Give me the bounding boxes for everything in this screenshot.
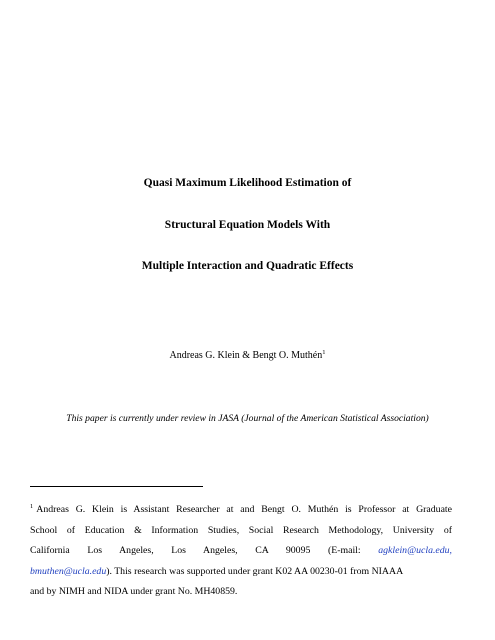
footnote-line-1: $^1$ Andreas G. Klein is Assistant Researcher at and Bengt O. Muthén is Professor at Graduate — [30, 503, 452, 515]
email-link-klein[interactable]: agklein@ucla.edu, — [378, 545, 453, 556]
email-link-muthen[interactable]: bmuthen@ucla.edu — [30, 565, 107, 577]
footnote-line-4: bmuthen@ucla.edu). This research was supported under grant K02 AA 00230-01 from NIAAA — [30, 565, 404, 577]
footnote-line-3: California Los Angeles, Los Angeles, CA 90095 (E-mail: agklein@ucla.edu, — [30, 545, 453, 556]
footnote-line-5: and by NIMH and NIDA under grant No. MH40859. — [30, 586, 238, 597]
footnote — [30, 500, 452, 603]
footnote-separator — [30, 486, 203, 487]
title-line-1: Quasi Maximum Likelihood Estimation of — [143, 177, 352, 189]
author-footnote-marker: 1 — [322, 349, 326, 356]
footnote-marker: 1 — [30, 503, 34, 510]
title-line-2: Structural Equation Models With — [164, 219, 331, 231]
footnote-line-2: School of Education & Information Studies, Social Research Methodology, University of — [30, 524, 452, 536]
author-line — [0, 349, 495, 362]
title-line-3: Multiple Interaction and Quadratic Effects — [141, 260, 354, 272]
review-note: This paper is currently under review in JASA (Journal of the American Statistical Association) — [66, 413, 429, 424]
author-names: Andreas G. Klein & Bengt O. Muthén — [169, 350, 323, 361]
